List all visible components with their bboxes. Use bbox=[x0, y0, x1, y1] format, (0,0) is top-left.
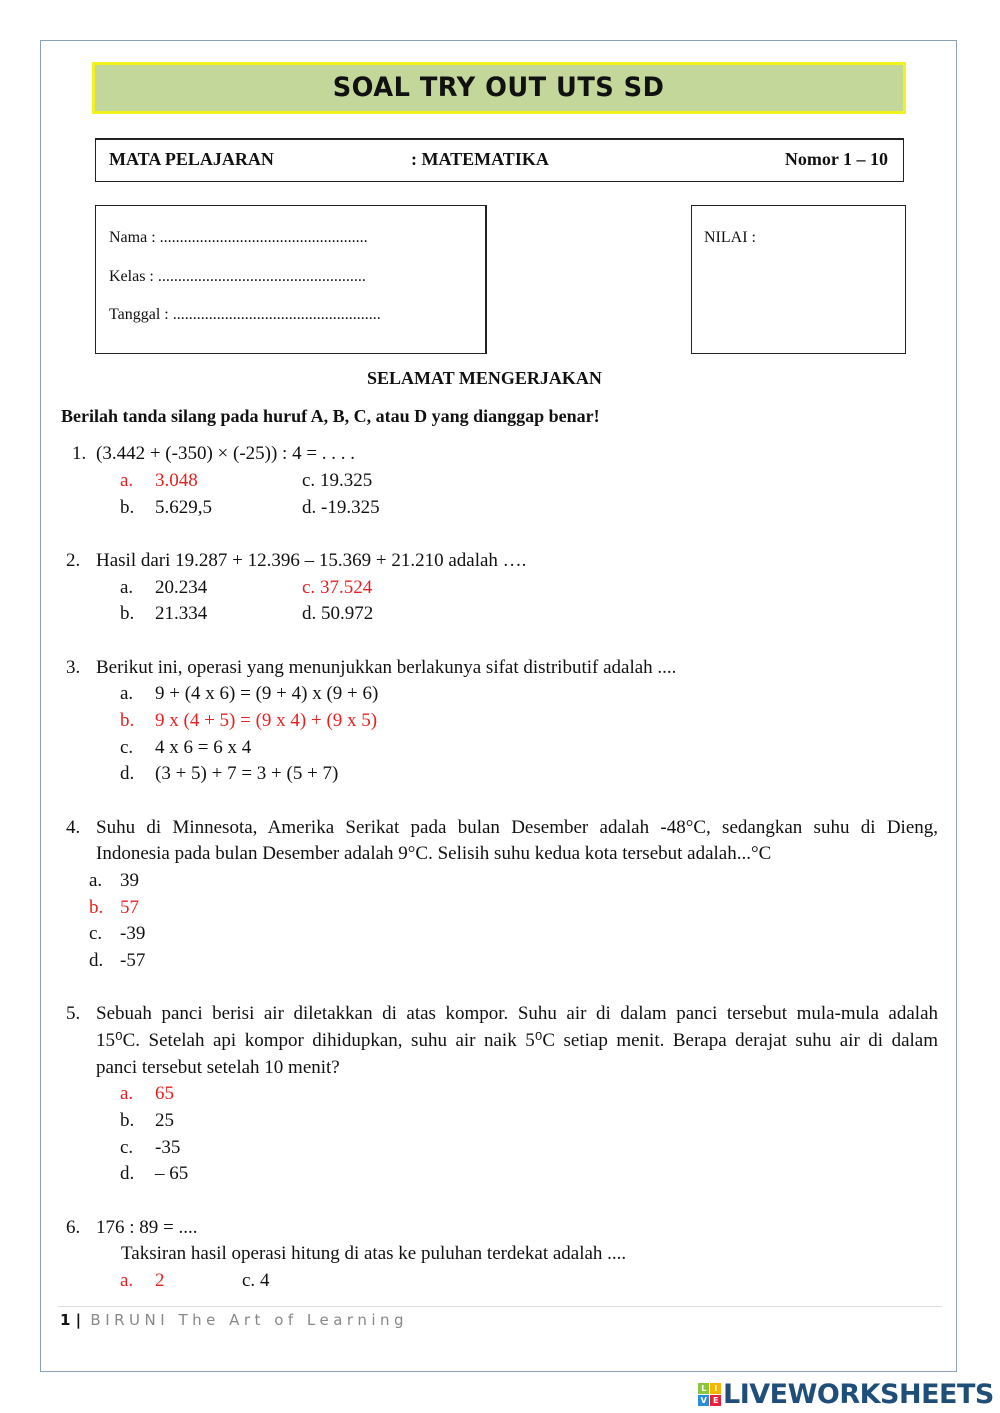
tanggal-field[interactable]: Tanggal : .................................................... bbox=[109, 306, 381, 323]
question-text: 176 : 89 = .... bbox=[96, 1217, 198, 1238]
option-text[interactable]: – 65 bbox=[155, 1163, 189, 1184]
option-text: 4 bbox=[259, 1270, 270, 1291]
subject-label: MATA PELAJARAN bbox=[109, 149, 274, 169]
logo-mark-icon: L I V E bbox=[698, 1383, 721, 1406]
option-label[interactable]: a. bbox=[120, 577, 134, 598]
question-text: (3.442 + (-350) × (-25)) : 4 = . . . . bbox=[96, 443, 356, 464]
option-label[interactable]: d. bbox=[89, 950, 104, 971]
question-text: 15⁰C. Setelah api kompor dihidupkan, suhu air naik 5⁰C setiap menit. Berapa derajat suhu air di dalam bbox=[96, 1030, 938, 1051]
answer-option[interactable] bbox=[302, 470, 372, 492]
option-text[interactable]: -35 bbox=[155, 1137, 181, 1158]
score-box bbox=[691, 205, 906, 354]
question-range: Nomor 1 – 10 bbox=[784, 149, 888, 169]
option-text[interactable]: 3.048 bbox=[155, 470, 198, 491]
page-number: 1 | bbox=[60, 1311, 82, 1329]
option-label[interactable]: c. bbox=[120, 737, 134, 758]
option-text[interactable]: 9 + (4 x 6) = (9 + 4) x (9 + 6) bbox=[155, 683, 379, 704]
option-text: 37.524 bbox=[319, 577, 373, 598]
option-text[interactable]: 21.334 bbox=[155, 603, 208, 624]
option-label[interactable]: d. bbox=[120, 1163, 135, 1184]
question-text: panci tersebut setelah 10 menit? bbox=[96, 1057, 340, 1078]
option-label[interactable]: d. bbox=[120, 763, 135, 784]
option-text[interactable]: 5.629,5 bbox=[155, 497, 212, 518]
option-label[interactable]: b. bbox=[120, 497, 135, 518]
option-text[interactable]: -39 bbox=[120, 923, 146, 944]
question-text: Taksiran hasil operasi hitung di atas ke puluhan terdekat adalah .... bbox=[121, 1243, 627, 1264]
option-label[interactable]: b. bbox=[120, 603, 135, 624]
answer-option[interactable] bbox=[302, 497, 380, 519]
question-number: 2. bbox=[66, 550, 81, 571]
question-number: 4. bbox=[66, 817, 81, 838]
option-label[interactable]: b. bbox=[120, 1110, 135, 1131]
student-identity-box bbox=[95, 205, 487, 354]
option-label: d. bbox=[302, 603, 317, 624]
option-label[interactable]: c. bbox=[120, 1137, 134, 1158]
option-text: -19.325 bbox=[321, 497, 380, 518]
option-text[interactable]: (3 + 5) + 7 = 3 + (5 + 7) bbox=[155, 763, 339, 784]
option-text: 50.972 bbox=[321, 603, 374, 624]
option-label: d. bbox=[302, 497, 317, 518]
option-label[interactable]: a. bbox=[120, 470, 134, 491]
kelas-field[interactable]: Kelas : .................................................... bbox=[109, 268, 366, 285]
option-text[interactable]: 20.234 bbox=[155, 577, 208, 598]
option-label: c. bbox=[302, 470, 316, 491]
question-number: 3. bbox=[66, 657, 81, 678]
option-text[interactable]: 4 x 6 = 6 x 4 bbox=[155, 737, 252, 758]
option-label: c. bbox=[302, 577, 316, 598]
answer-option[interactable] bbox=[302, 577, 372, 599]
subject-value: : MATEMATIKA bbox=[411, 149, 549, 169]
option-text[interactable]: 2 bbox=[155, 1270, 165, 1291]
option-label[interactable]: a. bbox=[120, 1270, 134, 1291]
option-label[interactable]: a. bbox=[89, 870, 103, 891]
page-footer bbox=[60, 1311, 408, 1329]
greeting: SELAMAT MENGERJAKAN bbox=[367, 368, 602, 388]
option-label[interactable]: a. bbox=[120, 1083, 134, 1104]
question-number: 6. bbox=[66, 1217, 81, 1238]
score-label: NILAI : bbox=[704, 229, 756, 246]
nama-field[interactable]: Nama : .................................................... bbox=[109, 229, 368, 246]
option-text[interactable]: 39 bbox=[120, 870, 139, 891]
question-number: 1. bbox=[72, 443, 87, 464]
option-text[interactable]: 65 bbox=[155, 1083, 174, 1104]
footer-text: BIRUNI The Art of Learning bbox=[90, 1311, 409, 1329]
question-number: 5. bbox=[66, 1003, 81, 1024]
answer-option[interactable] bbox=[302, 603, 373, 625]
option-label[interactable]: c. bbox=[89, 923, 103, 944]
logo-text: LIVEWORKSHEETS bbox=[723, 1379, 994, 1410]
option-text: 19.325 bbox=[319, 470, 373, 491]
liveworksheets-logo bbox=[698, 1379, 994, 1410]
question-text: Indonesia pada bulan Desember adalah 9°C. Selisih suhu kedua kota tersebut adalah...°C bbox=[96, 843, 772, 864]
option-text[interactable]: -57 bbox=[120, 950, 146, 971]
footer-divider bbox=[58, 1306, 942, 1307]
option-label: c. bbox=[242, 1270, 256, 1291]
question-text: Sebuah panci berisi air diletakkan di atas kompor. Suhu air di dalam panci tersebut mula-mula adalah bbox=[96, 1003, 938, 1024]
question-text: Berikut ini, operasi yang menunjukkan berlakunya sifat distributif adalah .... bbox=[96, 657, 677, 678]
answer-option[interactable] bbox=[242, 1270, 269, 1292]
option-label[interactable]: a. bbox=[120, 683, 134, 704]
option-text[interactable]: 57 bbox=[120, 897, 139, 918]
worksheet-title: SOAL TRY OUT UTS SD bbox=[92, 62, 906, 114]
instruction: Berilah tanda silang pada huruf A, B, C, atau D yang dianggap benar! bbox=[61, 406, 600, 426]
option-text[interactable]: 9 x (4 + 5) = (9 x 4) + (9 x 5) bbox=[155, 710, 378, 731]
subject-bar bbox=[95, 138, 904, 182]
question-text: Hasil dari 19.287 + 12.396 – 15.369 + 21.210 adalah …. bbox=[96, 550, 527, 571]
option-text[interactable]: 25 bbox=[155, 1110, 174, 1131]
option-label[interactable]: b. bbox=[120, 710, 135, 731]
question-text: Suhu di Minnesota, Amerika Serikat pada bulan Desember adalah -48°C, sedangkan suhu di Dieng, bbox=[96, 817, 938, 838]
option-label[interactable]: b. bbox=[89, 897, 104, 918]
